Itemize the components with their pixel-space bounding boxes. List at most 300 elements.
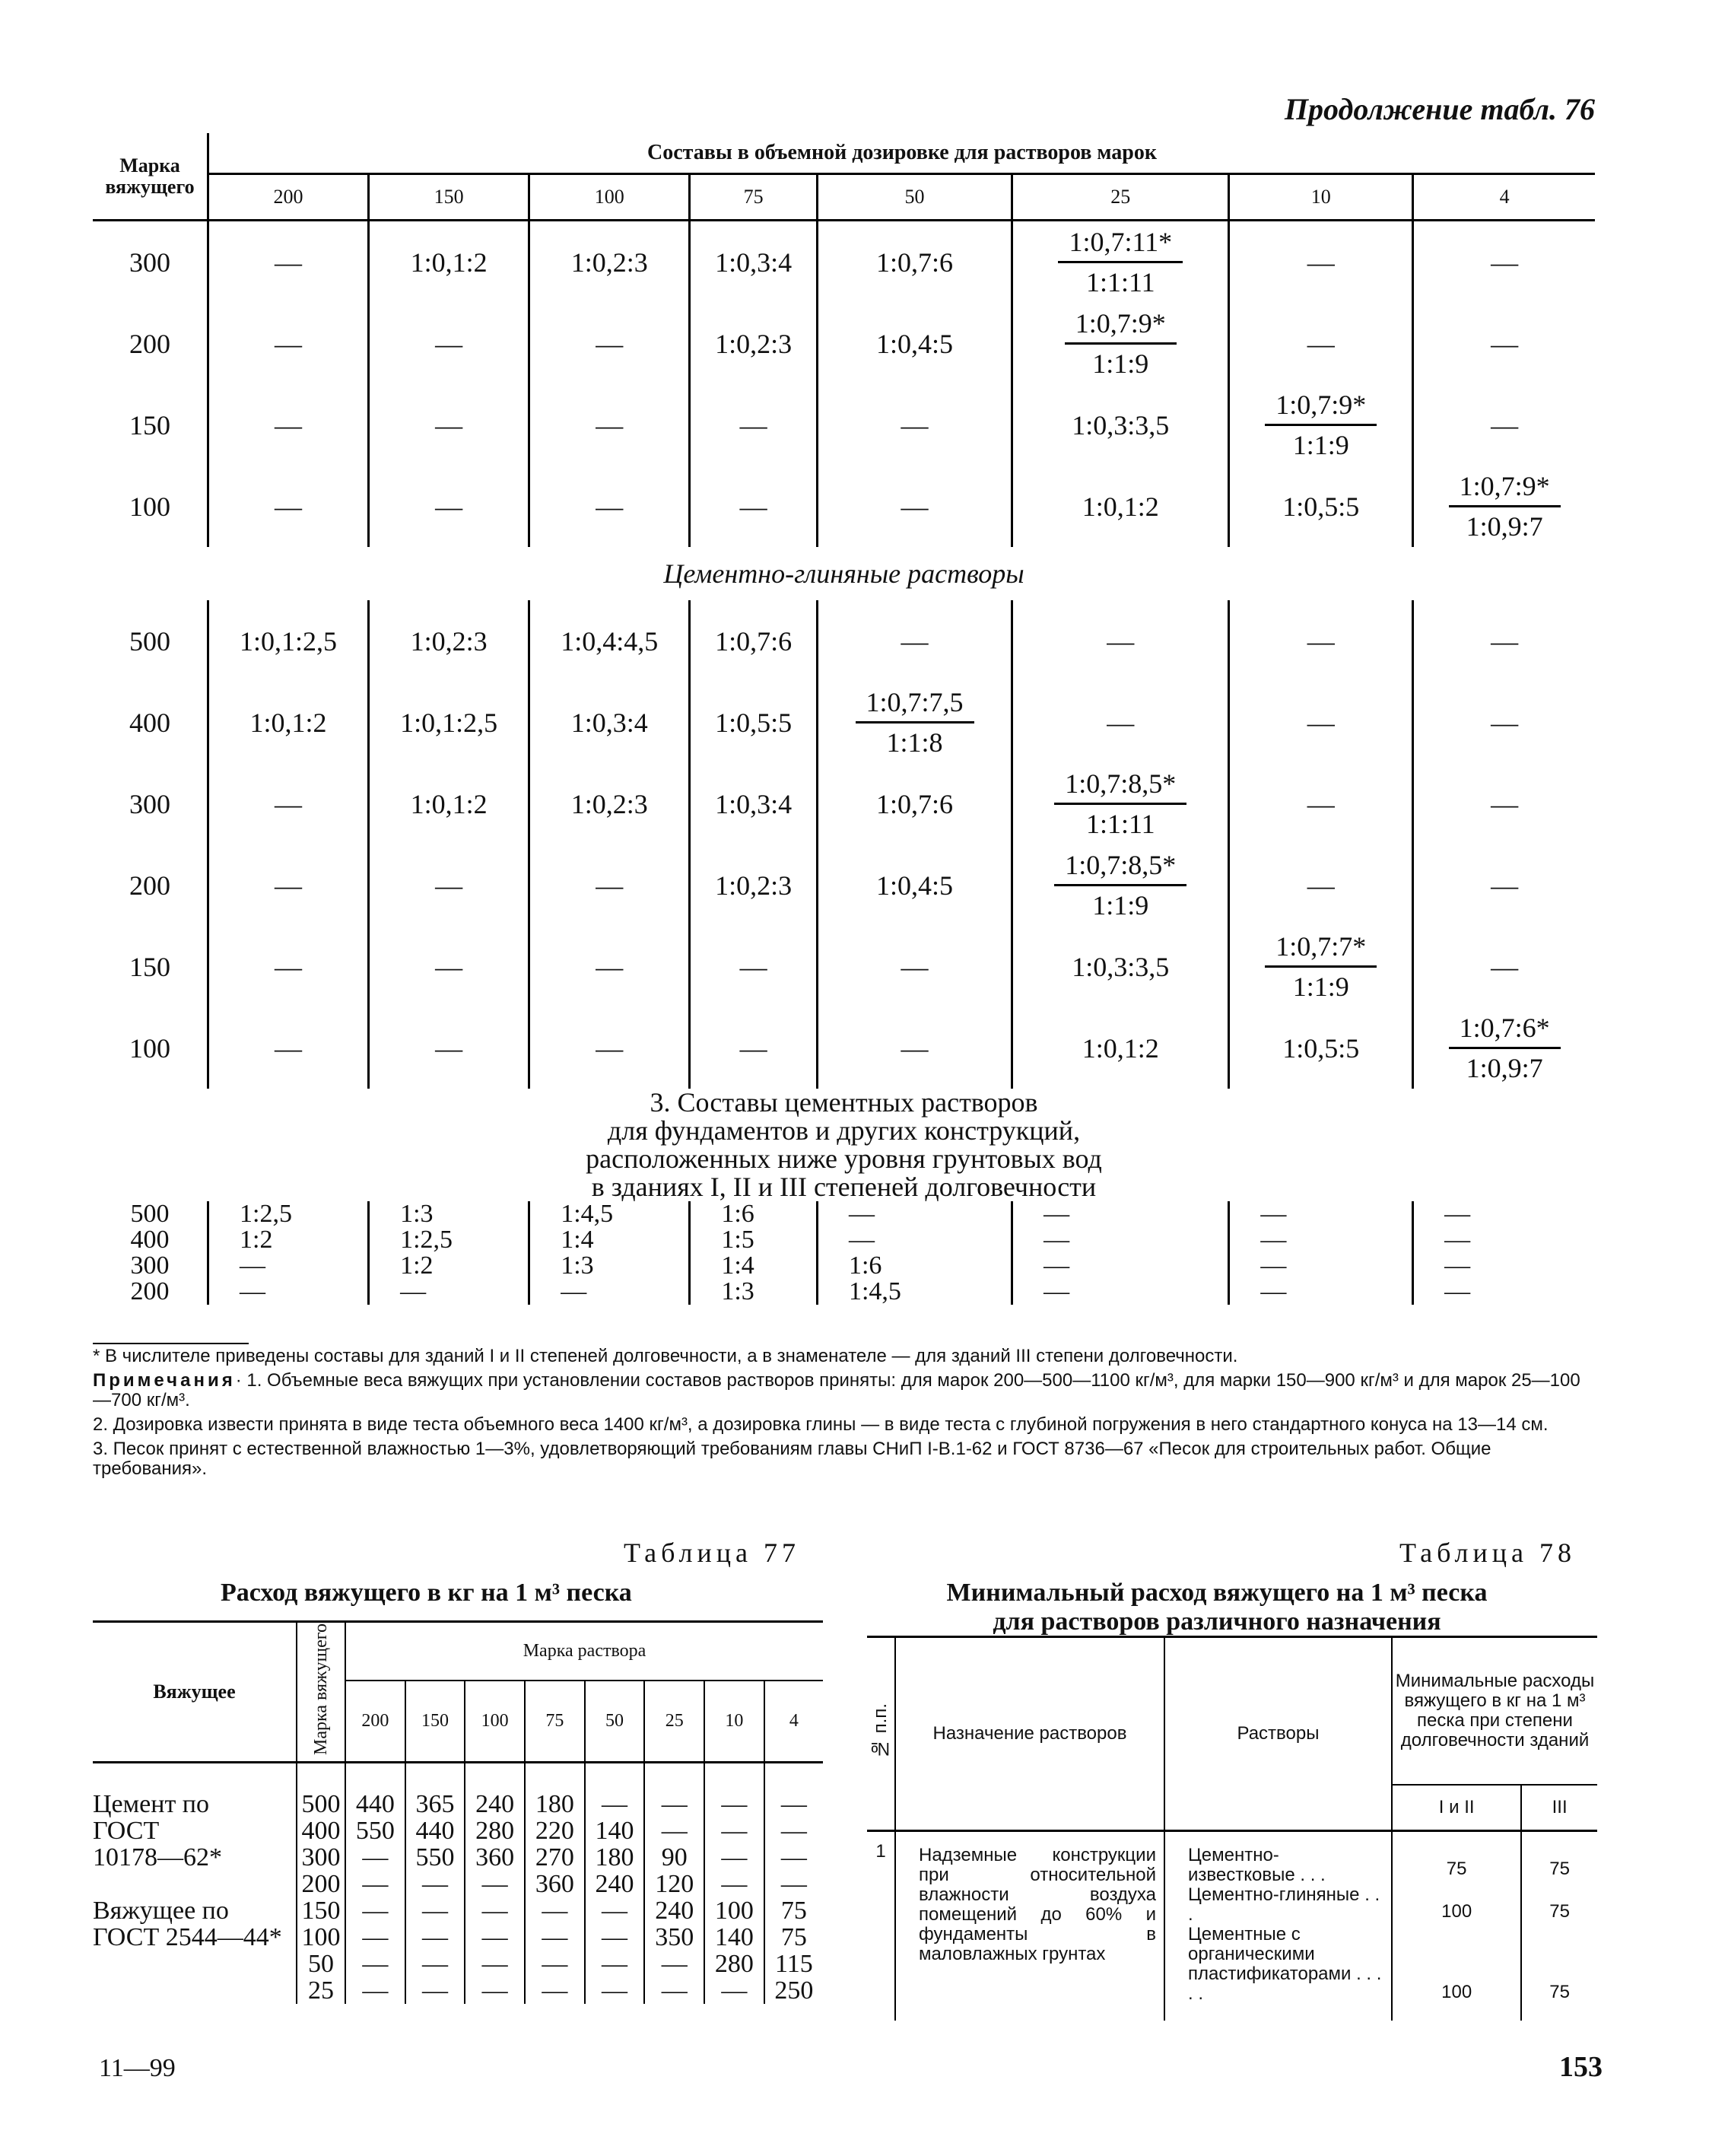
t78-col-mortars: Растворы xyxy=(1164,1637,1392,1831)
table-row xyxy=(93,763,1595,844)
table-row xyxy=(93,926,1595,1007)
table-cell: — xyxy=(345,1897,405,1924)
mark-header: 50 xyxy=(585,1681,645,1763)
mark-header: 50 xyxy=(817,174,1012,221)
table-cell: — xyxy=(1012,600,1229,682)
t78-row-mortars: Цементно-известковые . . . Цементно-глиняные . . . Цементные с органическими пластификаторами . . . . . xyxy=(1164,1831,1392,2021)
mark-header: 100 xyxy=(465,1681,525,1763)
table-cell: 115 xyxy=(764,1951,823,1977)
mark-header: 75 xyxy=(690,174,818,221)
fraction-numerator: 1:0,7:9* xyxy=(1065,307,1177,345)
group-head: Составы в объемной дозировке для растворов марок xyxy=(208,133,1596,174)
binder-mark: 100 xyxy=(129,491,170,522)
t78-row-purpose: Надземные конструкции при относительной влажности воздуха помещений до 60% и фундаменты в маловлажных грунтах xyxy=(895,1831,1164,2021)
table-cell: — xyxy=(345,1977,405,2004)
table-cell: 180 xyxy=(525,1762,585,1817)
t78-col-iii: III xyxy=(1521,1785,1597,1831)
table-row xyxy=(93,682,1595,763)
table-cell: — xyxy=(345,1951,405,1977)
table-cell: — xyxy=(817,466,1012,547)
table-cell: — xyxy=(369,1007,529,1089)
table-cell: — xyxy=(1012,1227,1229,1253)
mark-header: 4 xyxy=(1413,174,1595,221)
fraction-numerator: 1:0,7:6* xyxy=(1449,1012,1561,1049)
mark-header: 10 xyxy=(1229,174,1413,221)
table-cell: 350 xyxy=(644,1924,704,1951)
fraction xyxy=(1054,768,1186,840)
table-cell: 1:6 xyxy=(690,1201,818,1227)
table-cell: — xyxy=(208,221,369,304)
table-cell: — xyxy=(1413,303,1595,384)
t77-col-binder: Вяжущее xyxy=(93,1622,297,1763)
binder-mark: 150 xyxy=(297,1897,345,1924)
table-row xyxy=(93,1897,823,1924)
mark-header: 10 xyxy=(704,1681,764,1763)
table-cell: 1:0,3:4 xyxy=(529,682,690,763)
fraction xyxy=(1265,389,1377,461)
mark-header: 4 xyxy=(764,1681,823,1763)
table-cell: 1:2,5 xyxy=(208,1201,369,1227)
binder-mark: 150 xyxy=(129,409,170,440)
table-cell: — xyxy=(690,384,818,466)
table-cell xyxy=(1012,303,1229,384)
table-cell: — xyxy=(764,1844,823,1871)
section-row xyxy=(93,1089,1595,1201)
table-cell: 1:3 xyxy=(690,1279,818,1305)
binder-mark: 500 xyxy=(130,1200,170,1228)
table-cell: — xyxy=(690,466,818,547)
binder-mark: 300 xyxy=(130,1251,170,1280)
table-cell: — xyxy=(369,466,529,547)
table-cell: — xyxy=(704,1762,764,1817)
table-cell: — xyxy=(1229,844,1413,926)
table-cell: 1:0,4:5 xyxy=(817,844,1012,926)
section-title-line: в зданиях I, II и III степеней долговечности xyxy=(591,1172,1097,1202)
table-cell: — xyxy=(405,1871,465,1897)
table-cell: — xyxy=(764,1871,823,1897)
table-cell: 90 xyxy=(644,1844,704,1871)
table-cell: — xyxy=(529,926,690,1007)
table-cell: — xyxy=(525,1924,585,1951)
binder-mark: 400 xyxy=(297,1817,345,1844)
binder-mark: 100 xyxy=(297,1924,345,1951)
table-cell: — xyxy=(1229,1227,1413,1253)
table-cell: 1:0,7:6 xyxy=(690,600,818,682)
binder-mark: 200 xyxy=(130,1277,170,1305)
table-cell: — xyxy=(208,844,369,926)
table-cell: — xyxy=(465,1977,525,2004)
table-cell: — xyxy=(1229,1201,1413,1227)
table-cell: — xyxy=(405,1951,465,1977)
section-title-line: Цементно-глиняные растворы xyxy=(663,558,1024,589)
table-cell: — xyxy=(208,763,369,844)
table-cell: — xyxy=(644,1817,704,1844)
table-78 xyxy=(867,1636,1597,2021)
table-cell: 180 xyxy=(585,1844,645,1871)
t77-group: Марка раствора xyxy=(345,1622,823,1681)
table-cell: — xyxy=(525,1977,585,2004)
t78-col-no: № п.п. xyxy=(867,1637,895,1831)
table-cell: — xyxy=(690,1007,818,1089)
section-title-line: для фундаментов и других конструкций, xyxy=(607,1115,1081,1146)
binder-mark: 300 xyxy=(129,788,170,819)
table-cell: 1:0,1:2 xyxy=(369,763,529,844)
table-cell: — xyxy=(529,466,690,547)
table-cell: — xyxy=(529,1007,690,1089)
table-cell: — xyxy=(817,600,1012,682)
binder-name xyxy=(93,1762,297,1897)
table-cell: — xyxy=(817,384,1012,466)
table-cell: 440 xyxy=(405,1817,465,1844)
binder-name xyxy=(93,1897,297,2004)
table-row xyxy=(93,1279,1595,1305)
table-cell: — xyxy=(208,1279,369,1305)
table-cell: — xyxy=(405,1924,465,1951)
binder-mark: 50 xyxy=(297,1951,345,1977)
table-cell: — xyxy=(369,303,529,384)
table-cell: 1:0,3:3,5 xyxy=(1012,384,1229,466)
table-cell: 1:0,5:5 xyxy=(690,682,818,763)
table-cell: — xyxy=(817,1007,1012,1089)
table-cell: — xyxy=(1413,1253,1595,1279)
table-cell: 1:0,1:2 xyxy=(369,221,529,304)
table-cell: — xyxy=(529,384,690,466)
mark-header: 150 xyxy=(369,174,529,221)
table-cell: — xyxy=(817,1227,1012,1253)
table-row xyxy=(93,466,1595,547)
binder-mark: 500 xyxy=(129,625,170,657)
table-cell: 240 xyxy=(585,1871,645,1897)
table-cell: — xyxy=(1413,926,1595,1007)
fraction-numerator: 1:0,7:7,5 xyxy=(856,686,974,723)
table-cell: — xyxy=(1413,682,1595,763)
table-row xyxy=(93,384,1595,466)
table-cell: — xyxy=(465,1897,525,1924)
table-cell: — xyxy=(1413,600,1595,682)
table-row xyxy=(93,1007,1595,1089)
table-cell: 240 xyxy=(465,1762,525,1817)
table-cell: 280 xyxy=(465,1817,525,1844)
table-cell: — xyxy=(1012,1253,1229,1279)
footnote: * В числителе приведены составы для зданий I и II степеней долговечности, а в знаменателе — для зданий III степени долговечности. xyxy=(93,1346,1238,1366)
table-cell: — xyxy=(345,1924,405,1951)
fraction-denominator: 1:1:11 xyxy=(1085,809,1155,839)
table-cell: 1:4,5 xyxy=(529,1201,690,1227)
fraction xyxy=(1058,226,1183,298)
table-77-caption: Таблица 77 xyxy=(624,1538,800,1568)
table-78-title-line-1: Минимальный расход вяжущего на 1 м³ песка xyxy=(946,1579,1488,1607)
section-title xyxy=(93,1089,1595,1201)
binder-name-line: ГОСТ xyxy=(93,1816,160,1845)
table-cell: — xyxy=(704,1844,764,1871)
table-cell: 120 xyxy=(644,1871,704,1897)
t78-row-iii: 75 75 75 xyxy=(1521,1831,1597,2021)
table-cell: 1:0,2:3 xyxy=(529,763,690,844)
table-cell: — xyxy=(585,1924,645,1951)
table-row xyxy=(93,303,1595,384)
binder-mark: 200 xyxy=(129,328,170,359)
binder-mark: 400 xyxy=(130,1226,170,1254)
table-cell: 365 xyxy=(405,1762,465,1817)
table-cell: — xyxy=(405,1977,465,2004)
table-cell: — xyxy=(764,1762,823,1817)
fraction-numerator: 1:0,7:8,5* xyxy=(1054,768,1186,805)
table-cell: 1:0,3:4 xyxy=(690,763,818,844)
table-cell: — xyxy=(585,1897,645,1924)
mark-header: 150 xyxy=(405,1681,465,1763)
notes-label: Примечания xyxy=(93,1370,236,1391)
table-cell: 1:0,3:4 xyxy=(690,221,818,304)
table-cell: — xyxy=(1012,1201,1229,1227)
footer-signature: 11—99 xyxy=(99,2054,176,2082)
binder-name-line: ГОСТ 2544—44* xyxy=(93,1922,282,1951)
fraction xyxy=(1449,1012,1561,1084)
table-cell: — xyxy=(1413,221,1595,304)
page-number: 153 xyxy=(1559,2051,1603,2083)
table-row xyxy=(93,1762,823,1817)
table-cell: — xyxy=(1012,682,1229,763)
fraction-denominator: 1:1:9 xyxy=(1092,890,1149,921)
table-row xyxy=(93,600,1595,682)
table-76 xyxy=(93,133,1595,1305)
table-cell: 1:0,3:3,5 xyxy=(1012,926,1229,1007)
table-cell: — xyxy=(1413,844,1595,926)
table-77-title: Расход вяжущего в кг на 1 м³ песка xyxy=(221,1579,632,1607)
table-cell: — xyxy=(690,926,818,1007)
fraction xyxy=(1054,849,1186,921)
table-cell: — xyxy=(1413,1279,1595,1305)
table-cell: — xyxy=(1229,763,1413,844)
table-cell: 1:3 xyxy=(369,1201,529,1227)
table-cell: — xyxy=(1229,682,1413,763)
table-row xyxy=(93,1201,1595,1227)
table-78-title xyxy=(875,1579,1559,1636)
t78-row-no: 1 xyxy=(875,1841,886,1862)
table-cell: — xyxy=(369,384,529,466)
table-cell: — xyxy=(345,1844,405,1871)
table-cell: — xyxy=(465,1951,525,1977)
table-cell: 1:0,1:2 xyxy=(1012,1007,1229,1089)
fraction-denominator: 1:0,9:7 xyxy=(1466,511,1543,542)
fraction xyxy=(1449,470,1561,542)
section-row xyxy=(93,547,1595,600)
binder-mark: 500 xyxy=(297,1762,345,1817)
fraction-denominator: 1:0,9:7 xyxy=(1466,1053,1543,1083)
table-cell: — xyxy=(1229,1279,1413,1305)
fraction xyxy=(1065,307,1177,380)
table-cell: 1:0,4:4,5 xyxy=(529,600,690,682)
notes-block xyxy=(93,1347,1595,1483)
table-row xyxy=(93,221,1595,304)
table-cell xyxy=(1413,1007,1595,1089)
table-cell xyxy=(1012,221,1229,304)
table-cell: — xyxy=(208,926,369,1007)
binder-mark: 200 xyxy=(297,1871,345,1897)
binder-mark: 25 xyxy=(297,1977,345,2004)
section-title-line: 3. Составы цементных растворов xyxy=(650,1087,1038,1118)
fraction-numerator: 1:0,7:9* xyxy=(1265,389,1377,426)
mark-header: 75 xyxy=(525,1681,585,1763)
table-cell: 1:0,2:3 xyxy=(369,600,529,682)
table-cell: — xyxy=(465,1924,525,1951)
table-cell: 280 xyxy=(704,1951,764,1977)
table-cell: — xyxy=(704,1817,764,1844)
table-cell: — xyxy=(1413,1227,1595,1253)
mark-header: 100 xyxy=(529,174,690,221)
table-cell: — xyxy=(1413,1201,1595,1227)
table-cell: — xyxy=(1012,1279,1229,1305)
table-cell: 1:2 xyxy=(208,1227,369,1253)
table-cell: 75 xyxy=(764,1897,823,1924)
table-cell: — xyxy=(704,1871,764,1897)
table-cell: 240 xyxy=(644,1897,704,1924)
fraction-numerator: 1:0,7:8,5* xyxy=(1054,849,1186,886)
fraction-denominator: 1:1:11 xyxy=(1085,267,1155,297)
table-cell: 1:0,4:5 xyxy=(817,303,1012,384)
table-cell: 1:0,1:2,5 xyxy=(208,600,369,682)
table-cell: 1:0,2:3 xyxy=(529,221,690,304)
t78-col-i-ii: I и II xyxy=(1392,1785,1521,1831)
table-cell: 1:6 xyxy=(817,1253,1012,1279)
footnote-rule xyxy=(93,1343,249,1344)
table-cell xyxy=(1012,844,1229,926)
table-cell: — xyxy=(704,1977,764,2004)
note-2: 2. Дозировка извести принята в виде теста объемного веса 1400 кг/м³, а дозировка глины — в виде теста с глубиной погружения в него стандартного конуса на 13—14 см. xyxy=(93,1414,1549,1435)
table-cell: 140 xyxy=(704,1924,764,1951)
binder-mark: 100 xyxy=(129,1032,170,1064)
table-cell: — xyxy=(1229,600,1413,682)
table-cell: — xyxy=(345,1871,405,1897)
t78-col-purpose: Назначение растворов xyxy=(895,1637,1164,1831)
continuation-title: Продолжение табл. 76 xyxy=(1284,92,1595,126)
table-cell: — xyxy=(644,1977,704,2004)
table-cell: — xyxy=(585,1762,645,1817)
table-cell: 270 xyxy=(525,1844,585,1871)
binder-mark: 300 xyxy=(297,1844,345,1871)
fraction-numerator: 1:0,7:11* xyxy=(1058,226,1183,263)
table-row xyxy=(93,1253,1595,1279)
table-cell: 1:0,1:2 xyxy=(208,682,369,763)
mark-header: 25 xyxy=(644,1681,704,1763)
table-cell: — xyxy=(369,844,529,926)
table-cell: 1:0,2:3 xyxy=(690,844,818,926)
table-cell: 1:5 xyxy=(690,1227,818,1253)
table-cell xyxy=(1012,763,1229,844)
binder-name-line: Вяжущее по xyxy=(93,1896,229,1925)
table-cell: — xyxy=(525,1951,585,1977)
fraction xyxy=(1265,930,1377,1003)
table-cell: 1:0,1:2,5 xyxy=(369,682,529,763)
binder-mark: 150 xyxy=(129,951,170,982)
table-cell: 75 xyxy=(764,1924,823,1951)
t78-row-i-ii: 75 100 100 xyxy=(1392,1831,1521,2021)
binder-name-line: 10178—62* xyxy=(93,1843,222,1871)
table-cell: 140 xyxy=(585,1817,645,1844)
table-cell: 1:0,1:2 xyxy=(1012,466,1229,547)
table-cell: — xyxy=(1413,384,1595,466)
table-cell: — xyxy=(369,926,529,1007)
fraction xyxy=(856,686,974,758)
table-cell: — xyxy=(529,1279,690,1305)
table-cell: — xyxy=(817,1201,1012,1227)
fraction-denominator: 1:1:9 xyxy=(1292,430,1349,460)
col-head-mark: Марка вяжущего xyxy=(93,133,208,221)
table-cell xyxy=(817,682,1012,763)
table-cell: — xyxy=(465,1871,525,1897)
table-cell: — xyxy=(369,1279,529,1305)
table-cell: — xyxy=(585,1977,645,2004)
table-cell: — xyxy=(525,1897,585,1924)
table-cell: 1:0,7:6 xyxy=(817,221,1012,304)
fraction-denominator: 1:1:9 xyxy=(1092,348,1149,379)
table-cell: — xyxy=(764,1817,823,1844)
fraction-denominator: 1:1:9 xyxy=(1292,971,1349,1002)
binder-mark: 300 xyxy=(129,246,170,278)
table-77 xyxy=(93,1620,823,2004)
table-cell: — xyxy=(208,303,369,384)
table-cell: — xyxy=(208,1007,369,1089)
table-cell: — xyxy=(529,303,690,384)
table-cell: — xyxy=(529,844,690,926)
table-cell: 1:0,5:5 xyxy=(1229,466,1413,547)
table-cell xyxy=(1229,926,1413,1007)
table-cell: — xyxy=(817,926,1012,1007)
fraction-numerator: 1:0,7:7* xyxy=(1265,930,1377,968)
t77-col-mark: Марка вяжущего xyxy=(297,1622,345,1763)
table-row xyxy=(93,844,1595,926)
table-78-caption: Таблица 78 xyxy=(1399,1538,1576,1568)
table-cell: 440 xyxy=(345,1762,405,1817)
table-cell: — xyxy=(1229,1253,1413,1279)
table-cell: 1:0,2:3 xyxy=(690,303,818,384)
note-1: Примечания· 1. Объемные веса вяжущих при установлении составов растворов приняты: для марок 200—500—1100 кг/м³, для марки 150—900 кг/м³ и для марок 25—100—700 кг/м³. xyxy=(93,1370,1580,1410)
table-cell: 100 xyxy=(704,1897,764,1924)
mark-header: 200 xyxy=(345,1681,405,1763)
table-cell: 550 xyxy=(345,1817,405,1844)
table-cell xyxy=(1413,466,1595,547)
binder-mark: 200 xyxy=(129,870,170,901)
table-cell: 1:4,5 xyxy=(817,1279,1012,1305)
table-cell: 1:0,5:5 xyxy=(1229,1007,1413,1089)
binder-name-line: Цемент по xyxy=(93,1789,209,1818)
table-cell: — xyxy=(1413,763,1595,844)
table-cell: — xyxy=(1229,303,1413,384)
table-cell: 1:0,7:6 xyxy=(817,763,1012,844)
mark-header: 200 xyxy=(208,174,369,221)
table-cell: 1:3 xyxy=(529,1253,690,1279)
table-cell: 1:4 xyxy=(690,1253,818,1279)
table-cell: — xyxy=(208,384,369,466)
section-title xyxy=(93,547,1595,600)
table-cell: 1:2 xyxy=(369,1253,529,1279)
table-row xyxy=(93,1227,1595,1253)
table-cell: 360 xyxy=(465,1844,525,1871)
table-cell: 1:2,5 xyxy=(369,1227,529,1253)
table-cell: — xyxy=(1229,221,1413,304)
table-cell: — xyxy=(644,1951,704,1977)
table-cell: — xyxy=(405,1897,465,1924)
table-cell: — xyxy=(208,466,369,547)
table-cell: 1:4 xyxy=(529,1227,690,1253)
table-cell: 220 xyxy=(525,1817,585,1844)
table-cell: — xyxy=(644,1762,704,1817)
table-cell: — xyxy=(585,1951,645,1977)
t78-col-min: Минимальные расходы вяжущего в кг на 1 м³ песка при степени долговечности зданий xyxy=(1392,1637,1597,1786)
table-78-title-line-2: для растворов различного назначения xyxy=(993,1607,1441,1636)
binder-mark: 400 xyxy=(129,707,170,738)
fraction-denominator: 1:1:8 xyxy=(886,727,943,758)
table-cell: 250 xyxy=(764,1977,823,2004)
